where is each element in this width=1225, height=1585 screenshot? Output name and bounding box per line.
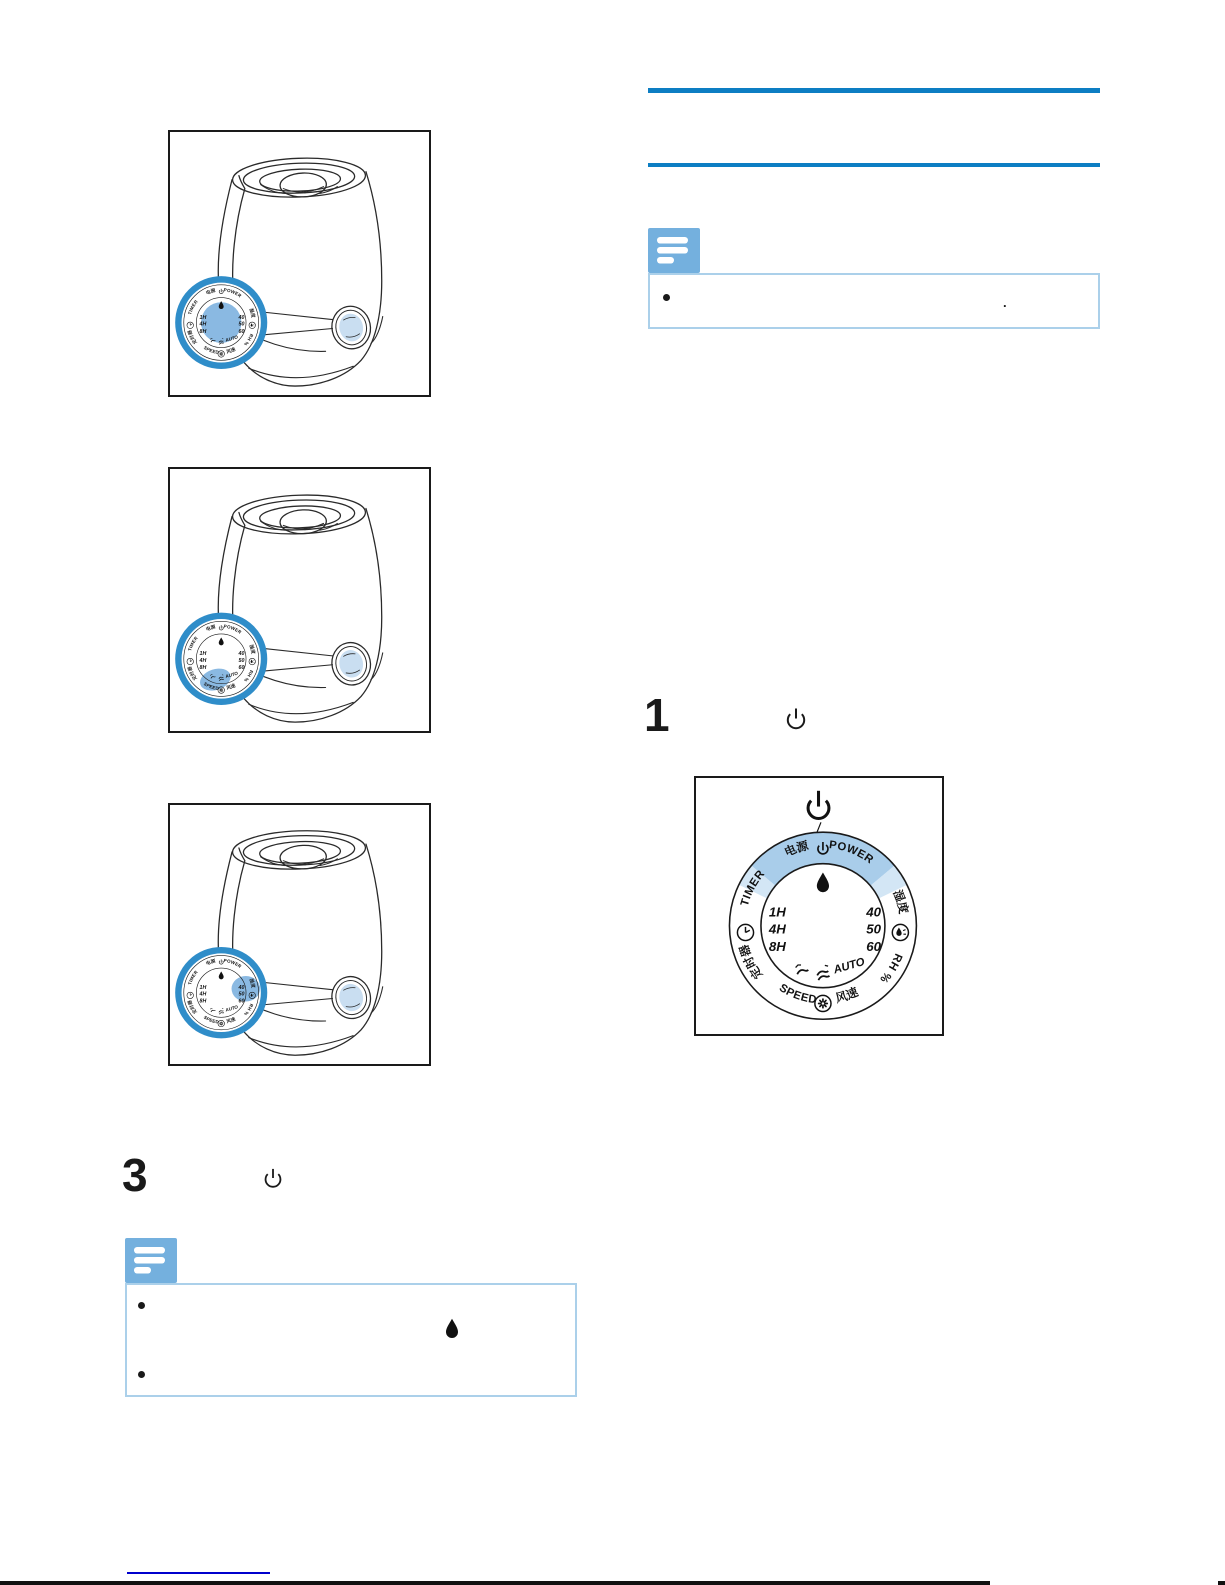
droplet-icon [445,1318,459,1339]
power-icon [808,791,829,819]
humidifier-illustration [170,132,429,395]
page-edge-line [0,1581,990,1585]
dial-callout [178,950,264,1035]
note-icon [125,1238,177,1283]
section-title-rule-top [648,88,1100,93]
step-1-number: 1 [644,689,670,741]
step-3-number: 3 [122,1149,148,1201]
note-box-bottom [125,1283,577,1397]
note-bullet [663,294,670,301]
power-icon [785,706,807,731]
note-icon [648,228,700,273]
note-box-top [648,273,1100,329]
figure-humidifier-humidity [168,803,431,1066]
dial-callout [178,279,264,365]
section-title-rule-bottom [648,163,1100,167]
note-bullet [138,1302,145,1309]
note-period: . [1003,295,1007,310]
dial-callout [178,616,264,702]
humidifier-illustration [170,469,429,731]
figure-dial-enlarged [694,776,944,1036]
figure-humidifier-power [168,130,431,397]
power-icon [263,1166,283,1190]
humidifier-illustration [170,805,429,1064]
figure-humidifier-speed [168,467,431,733]
control-dial-diagram [696,778,942,1034]
cross-reference-link[interactable] [127,1572,270,1574]
note-bullet [138,1371,145,1378]
page-edge-tick [1218,1581,1225,1585]
